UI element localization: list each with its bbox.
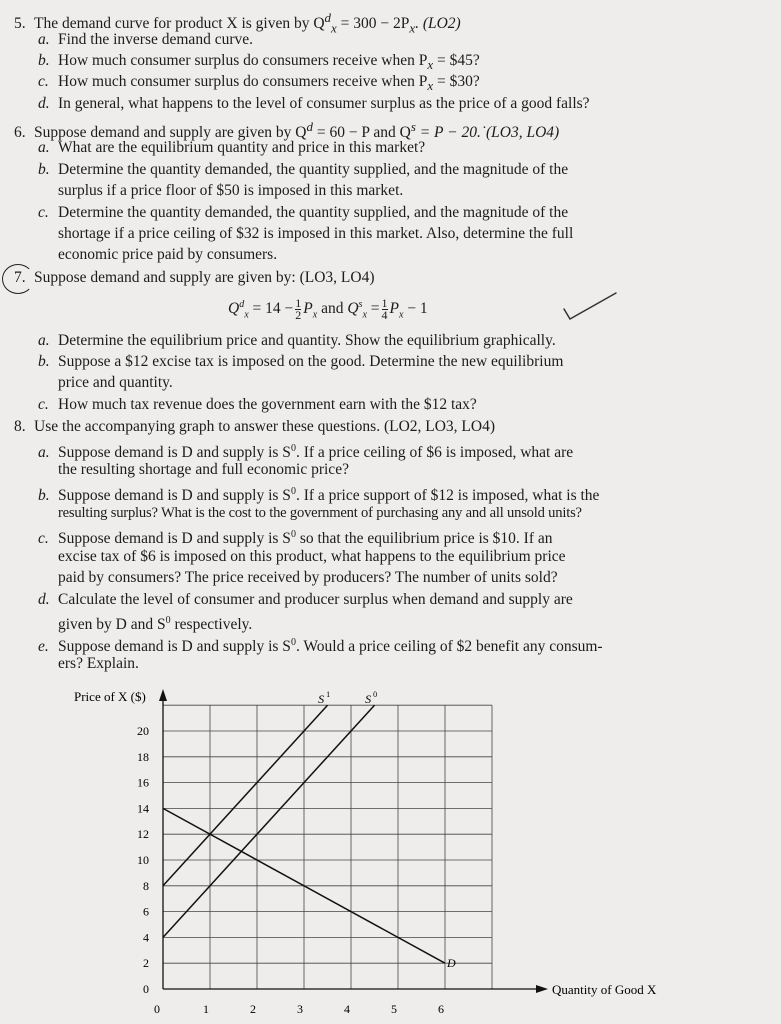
y-tick-label: 12 (137, 827, 149, 842)
x-tick-label: 3 (297, 1002, 303, 1016)
q8-part-d: d. Calculate the level of consumer and producer surplus when demand and supply are (38, 591, 573, 608)
q5-part-c: c. How much consumer surplus do consumers receive when $P_x$ = $30? (38, 73, 480, 94)
series-line-s0 (163, 705, 375, 937)
y-tick-label: 0 (143, 982, 149, 996)
q6-part-b: b. Determine the quantity demanded, the quantity supplied, and the magnitude of the (38, 161, 569, 178)
q7-part-b: b. Suppose a $12 excise tax is imposed on the good. Determine the new equilibrium (38, 353, 564, 370)
q8-part-c: c. Suppose demand is D and supply is $S^0$ so that the equilibrium price is $10. If an (38, 529, 553, 548)
x-tick-label: 0 (154, 1002, 160, 1016)
q8-part-e: e. Suppose demand is D and supply is $S^0$. Would a price ceiling of $2 benefit any consum- (38, 637, 603, 656)
series-line-s1 (163, 705, 328, 886)
q5-stem: 5. The demand curve for product X is given by $Q^d_x = 300 - 2P_x$. (LO2) (14, 10, 461, 36)
q5-part-a: a. Find the inverse demand curve. (38, 31, 253, 48)
x-axis-arrow (536, 985, 548, 993)
demand-label: D (447, 956, 456, 971)
q7-part-c: c. How much tax revenue does the government earn with the $12 tax? (38, 396, 477, 413)
x-tick-label: 2 (250, 1002, 256, 1016)
q8-part-c-cont2: paid by consumers? The price received by producers? The number of units sold? (58, 569, 558, 586)
fraction-half: $\frac{1}{2}$ (295, 296, 302, 323)
q5-part-d: d. In general, what happens to the level of consumer surplus as the price of a good falls? (38, 95, 590, 112)
q8-stem: 8. Use the accompanying graph to answer these questions. (LO2, LO3, LO4) (14, 418, 496, 435)
q8-part-a: a. Suppose demand is D and supply is $S^0$. If a price ceiling of $6 is imposed, what are (38, 443, 574, 462)
fraction-quarter: $\frac{1}{4}$ (381, 296, 388, 323)
x-tick-label: 6 (438, 1002, 444, 1016)
q8-part-a-cont: the resulting shortage and full economic price? (58, 461, 349, 478)
y-tick-label: 2 (143, 956, 149, 971)
supply-s0-label: S (365, 692, 372, 707)
y-axis-label: Price of X ($) (74, 689, 146, 704)
q8-part-e-cont: ers? Explain. (58, 655, 139, 672)
y-tick-label: 6 (143, 904, 149, 919)
q5-part-b: b. How much consumer surplus do consumers receive when $P_x$ = $45? (38, 52, 480, 73)
y-tick-label: 4 (143, 930, 149, 945)
x-tick-label: 4 (344, 1002, 350, 1016)
q6-part-c-cont1: shortage if a price ceiling of $32 is imposed in this market. Also, determine the full (58, 225, 574, 242)
q6-part-b-cont: surplus if a price floor of $50 is imposed in this market. (58, 182, 404, 199)
q7-equations: $Q^d_x = 14$ − $\frac{1}{2}$ $P_x$ and $Q^s_x$ = $\frac{1}{4}$ $P_x - 1$ (228, 296, 428, 323)
q6-part-c-cont2: economic price paid by consumers. (58, 246, 278, 263)
supply-demand-chart (60, 685, 657, 1020)
q7-part-b-cont: price and quantity. (58, 374, 173, 391)
q7-part-a: a. Determine the equilibrium price and quantity. Show the equilibrium graphically. (38, 332, 556, 349)
supply-s1-label: S (318, 692, 325, 707)
q8-part-d-cont: given by D and $S^0$ respectively. (58, 615, 253, 634)
y-tick-label: 16 (137, 775, 149, 790)
q8-part-b: b. Suppose demand is D and supply is $S^0$. If a price support of $12 is imposed, what is the (38, 486, 600, 505)
x-tick-label: 5 (391, 1002, 397, 1016)
q6-stem: 6. Suppose demand and supply are given by $Q^d = 60 - P$ and $Q^s = P$ − 20.˙(LO3, LO4) (14, 119, 560, 142)
y-tick-label: 20 (137, 724, 149, 738)
y-tick-label: 14 (137, 801, 149, 816)
x-axis-label: Quantity of Good X (552, 982, 657, 997)
x-tick-label: 1 (203, 1002, 209, 1016)
y-tick-label: 18 (137, 749, 149, 764)
q7-stem: 7. Suppose demand and supply are given by: (LO3, LO4) (14, 269, 375, 286)
supply-s0-sup: 0 (373, 690, 378, 700)
supply-s1-sup: 1 (326, 690, 331, 700)
handwritten-check-mark (560, 287, 620, 323)
y-tick-label: 10 (137, 853, 149, 867)
q6-part-a: a. What are the equilibrium quantity and price in this market? (38, 139, 426, 156)
q6-part-c: c. Determine the quantity demanded, the quantity supplied, and the magnitude of the (38, 204, 569, 221)
y-tick-label: 8 (143, 878, 149, 893)
q8-part-c-cont1: excise tax of $6 is imposed on this product, what happens to the equilibrium price (58, 548, 566, 565)
q8-part-b-cont: resulting surplus? What is the cost to the government of purchasing any and all unsold units? (58, 505, 582, 521)
y-axis-arrow (159, 689, 167, 701)
